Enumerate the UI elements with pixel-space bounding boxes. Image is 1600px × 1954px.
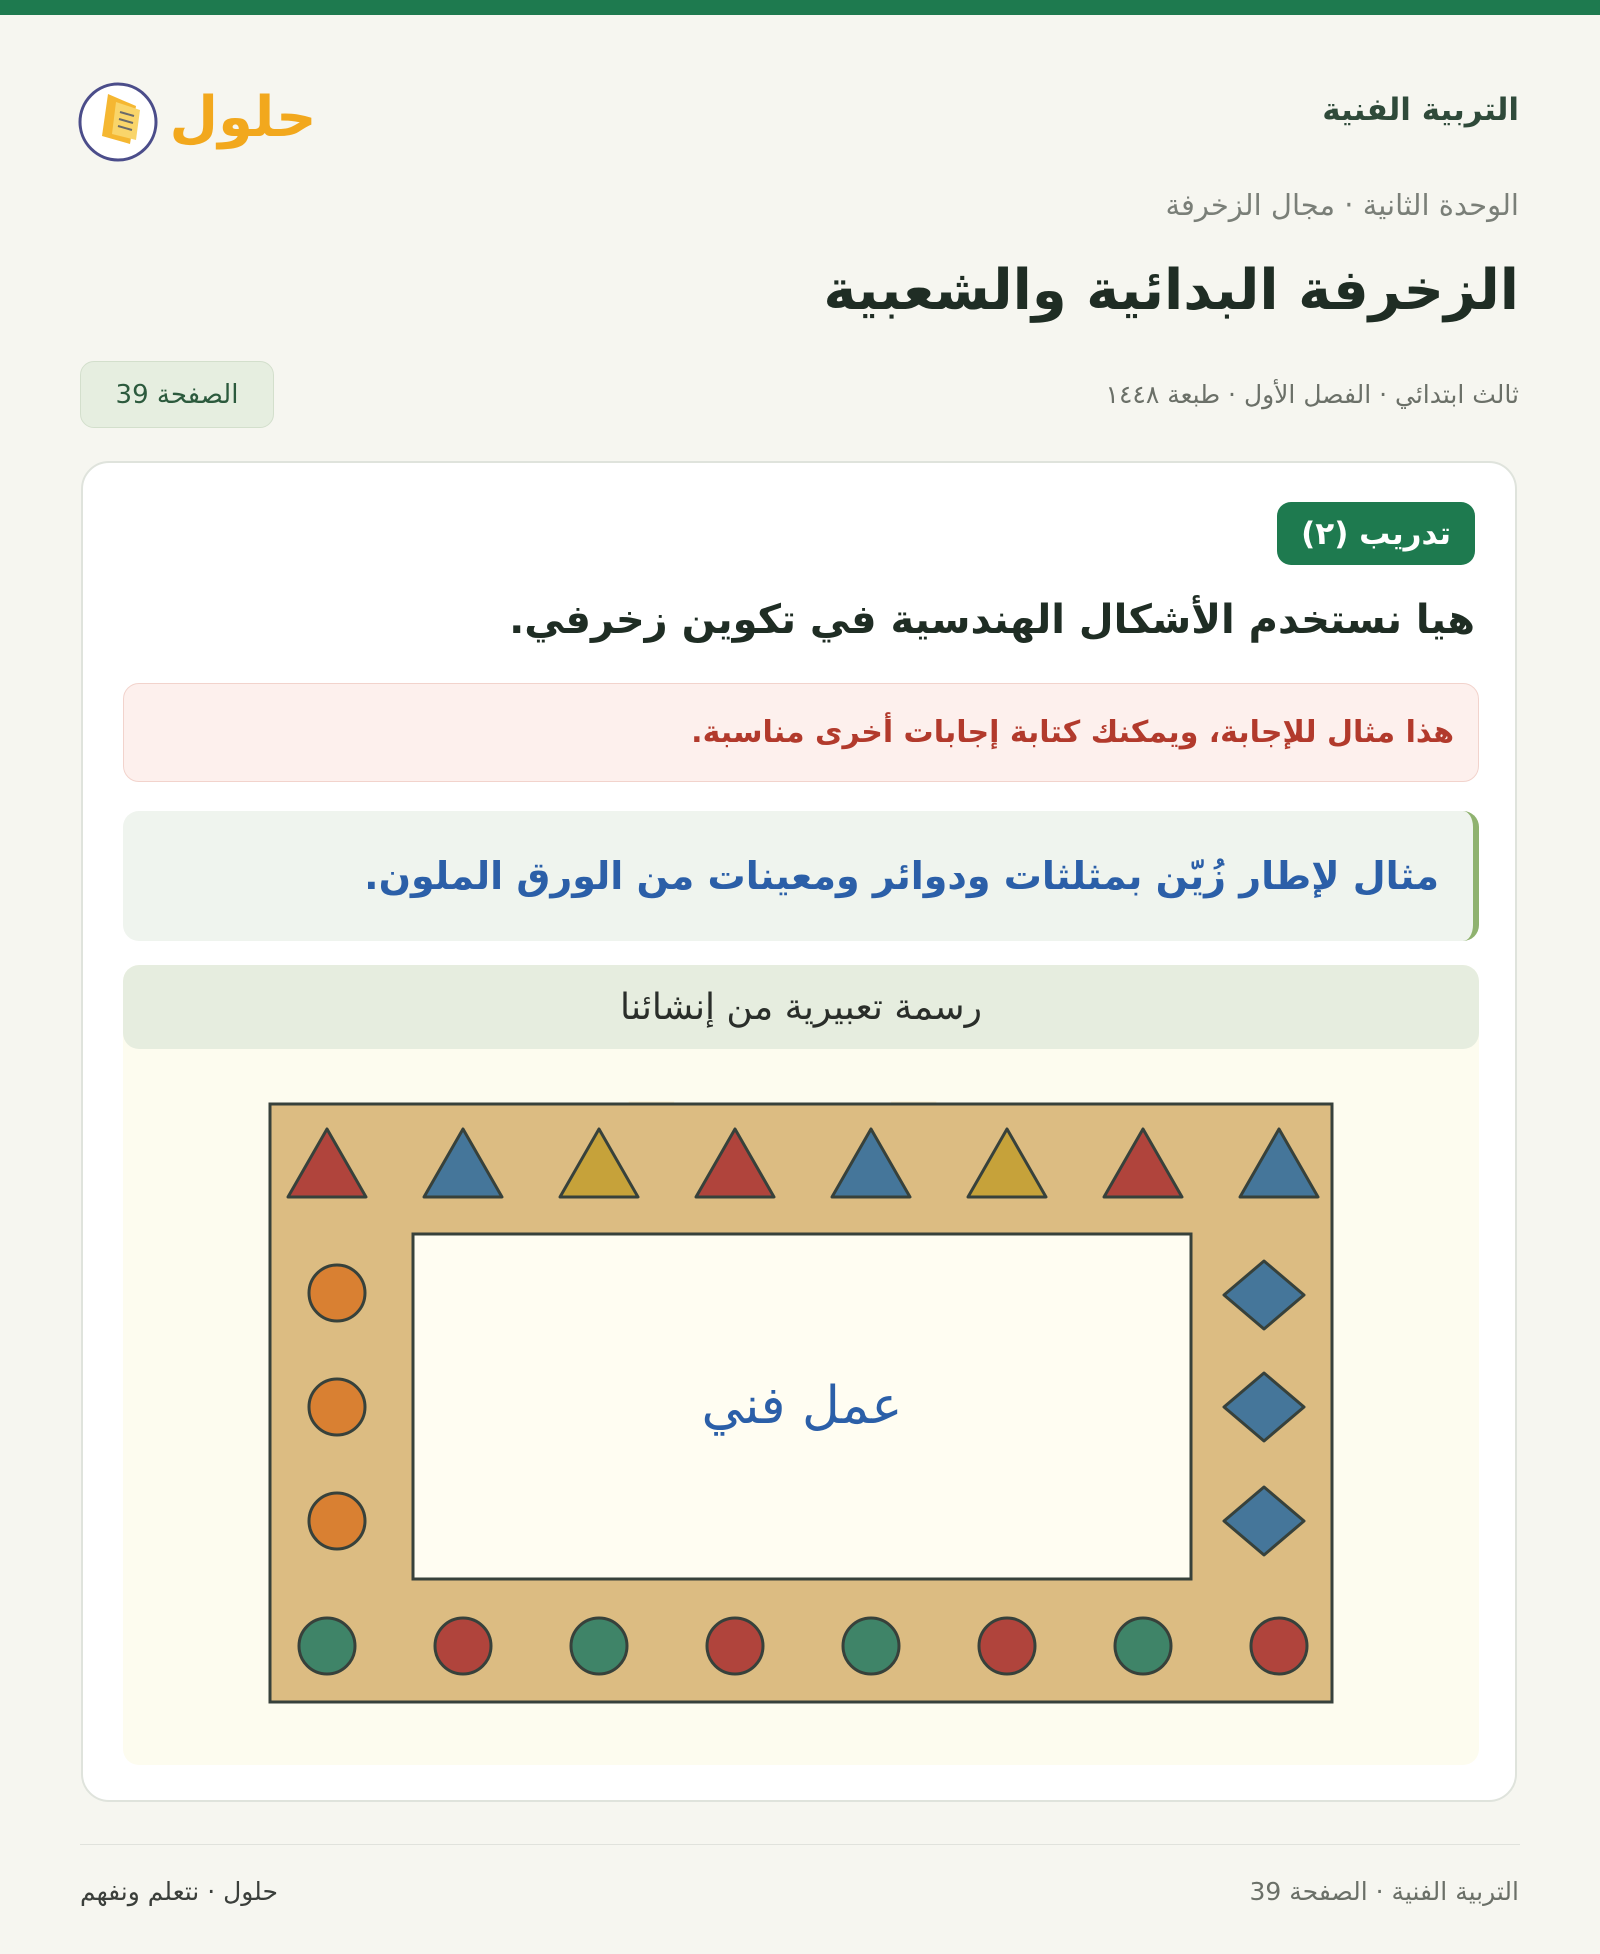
circle-orange xyxy=(309,1265,365,1321)
logo-wordmark: حلول xyxy=(169,85,317,150)
answer-note-text: هذا مثال للإجابة، ويمكنك كتابة إجابات أخرى مناسبة. xyxy=(691,715,1454,750)
footer-divider xyxy=(80,1844,1520,1845)
page-title: الزخرفة البدائية والشعبية xyxy=(823,258,1519,323)
top-accent-bar xyxy=(0,0,1600,15)
circle-red xyxy=(979,1618,1035,1674)
answer-box xyxy=(123,811,1479,941)
circle-red xyxy=(707,1618,763,1674)
art-illustration xyxy=(123,965,1479,1765)
circle-green xyxy=(571,1618,627,1674)
exercise-badge: تدريب (٢) xyxy=(1277,502,1475,565)
answer-text: مثال لإطار زُيّن بمثلثات ودوائر ومعينات من الورق الملون. xyxy=(364,854,1439,898)
circle-red xyxy=(435,1618,491,1674)
question-text: هيا نستخدم الأشكال الهندسية في تكوين زخرفي. xyxy=(509,597,1475,643)
circle-red xyxy=(1251,1618,1307,1674)
site-logo[interactable] xyxy=(78,66,328,166)
decorated-frame-drawing xyxy=(123,1049,1479,1765)
subject-title: التربية الفنية xyxy=(1322,92,1519,128)
circle-orange xyxy=(309,1493,365,1549)
unit-breadcrumb: الوحدة الثانية · مجال الزخرفة xyxy=(1165,188,1519,222)
circle-green xyxy=(1115,1618,1171,1674)
footer-brand: حلول · نتعلم ونفهم xyxy=(80,1877,278,1906)
circle-green xyxy=(843,1618,899,1674)
page-number-badge: الصفحة 39 xyxy=(80,361,274,428)
circle-green xyxy=(299,1618,355,1674)
art-center-text: عمل فني xyxy=(701,1376,903,1436)
book-logo-icon xyxy=(80,84,156,160)
grade-meta: ثالث ابتدائي · الفصل الأول · طبعة ١٤٤٨ xyxy=(1105,380,1519,409)
art-caption: رسمة تعبيرية من إنشائنا xyxy=(123,965,1479,1049)
circle-orange xyxy=(309,1379,365,1435)
footer-page-info: التربية الفنية · الصفحة 39 xyxy=(1249,1877,1519,1906)
exercise-card xyxy=(81,461,1517,1802)
answer-note xyxy=(123,683,1479,782)
